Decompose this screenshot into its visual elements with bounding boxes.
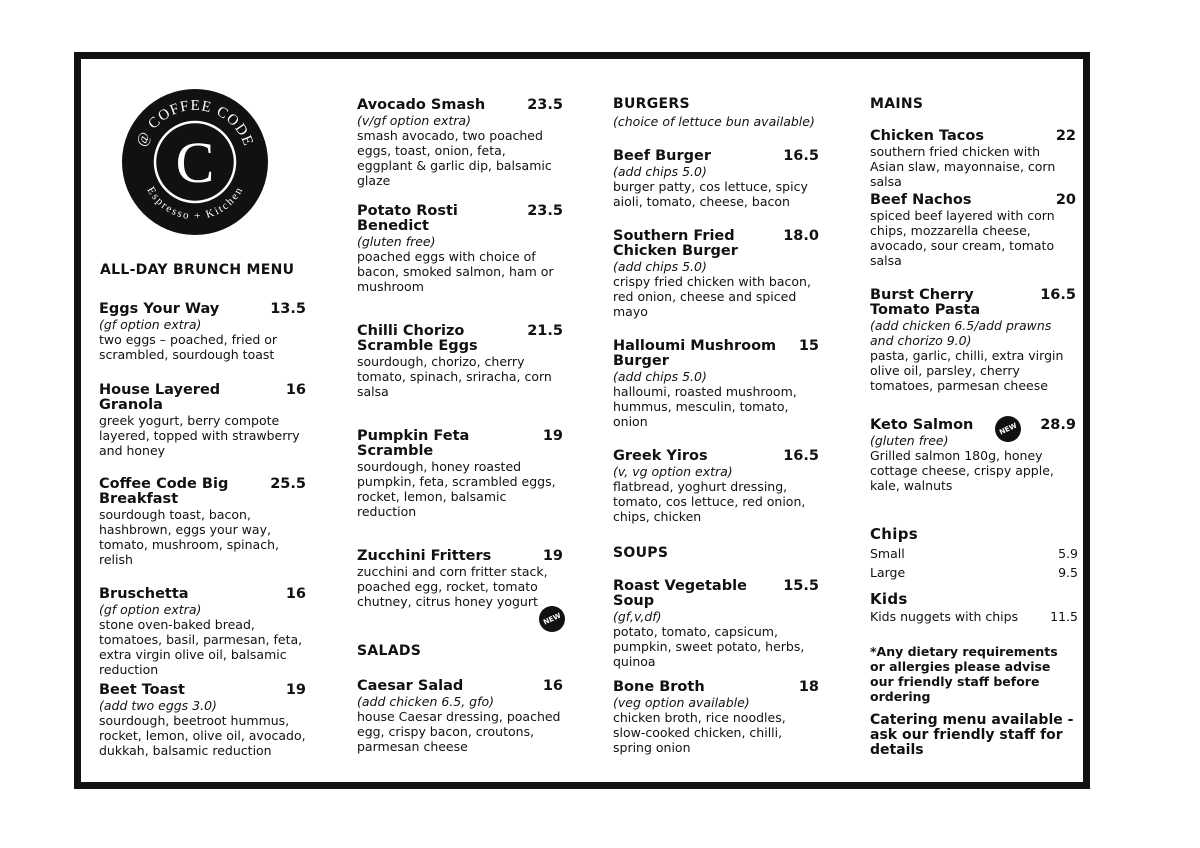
menu-item xyxy=(99,477,306,567)
item-note: (gluten free) xyxy=(357,234,436,249)
menu-item xyxy=(357,429,563,519)
menu-item xyxy=(613,149,819,209)
item-desc: sourdough, honey roasted pumpkin, feta, scrambled eggs, rocket, lemon, balsamic reduction xyxy=(357,459,556,519)
item-price: 16 xyxy=(542,678,563,694)
menu-item xyxy=(870,193,1076,268)
item-price: 23.5 xyxy=(527,203,563,219)
menu-item xyxy=(613,229,819,319)
item-price: 23.5 xyxy=(527,97,563,113)
menu-item xyxy=(613,449,819,524)
item-price: 22 xyxy=(1055,128,1076,144)
item-desc: house Caesar dressing, poached egg, crispy bacon, croutons, parmesan cheese xyxy=(357,709,561,754)
item-name: Bruschetta xyxy=(99,586,189,602)
item-note: (v, vg option extra) xyxy=(613,464,733,479)
new-badge-icon: NEW xyxy=(995,416,1021,442)
item-price: 18 xyxy=(798,679,819,695)
menu-item xyxy=(357,324,563,399)
item-note: (v/gf option extra) xyxy=(357,113,471,128)
chips-heading: Chips xyxy=(870,525,918,543)
item-price: 16.5 xyxy=(1040,287,1076,303)
item-price: 28.9 xyxy=(1040,417,1076,433)
item-desc: halloumi, roasted mushroom, hummus, mesculin, tomato, onion xyxy=(613,384,797,429)
menu-item xyxy=(357,679,563,754)
item-name: Chilli Chorizo Scramble Eggs xyxy=(357,323,478,354)
row-price: 9.5 xyxy=(1058,565,1078,580)
row-price: 11.5 xyxy=(1050,609,1078,624)
item-desc: pasta, garlic, chilli, extra virgin olive oil, parsley, cherry tomatoes, parmesan cheese xyxy=(870,348,1064,393)
item-desc: Grilled salmon 180g, honey cottage cheese, crispy apple, kale, walnuts xyxy=(870,448,1054,493)
menu-title: ALL-DAY BRUNCH MENU xyxy=(100,262,295,278)
item-desc: spiced beef layered with corn chips, mozzarella cheese, avocado, sour cream, tomato salsa xyxy=(870,208,1055,268)
item-name: Zucchini Fritters xyxy=(357,548,492,564)
item-price: 19 xyxy=(542,548,563,564)
menu-item xyxy=(357,549,563,609)
item-desc: sourdough toast, bacon, hashbrown, eggs your way, tomato, mushroom, spinach, relish xyxy=(99,507,279,567)
item-desc: chicken broth, rice noodles, slow-cooked chicken, chilli, spring onion xyxy=(613,710,786,755)
new-badge-icon: NEW xyxy=(539,606,565,632)
item-name: Beef Nachos xyxy=(870,192,972,208)
item-note: (add chips 5.0) xyxy=(613,369,707,384)
item-price: 25.5 xyxy=(270,476,306,492)
item-price: 15.5 xyxy=(783,578,819,594)
item-price: 19 xyxy=(285,682,306,698)
item-note: (add chicken 6.5/add prawns and chorizo 9.0) xyxy=(870,318,1052,348)
item-desc: crispy fried chicken with bacon, red onion, cheese and spiced mayo xyxy=(613,274,811,319)
item-desc: sourdough, beetroot hummus, rocket, lemon, olive oil, avocado, dukkah, balsamic reduction xyxy=(99,713,306,758)
item-name: Southern Fried Chicken Burger xyxy=(613,228,738,259)
catering-note: Catering menu available - ask our friendly staff for details xyxy=(870,712,1074,758)
item-name: Coffee Code Big Breakfast xyxy=(99,476,229,507)
item-name: Halloumi Mushroom Burger xyxy=(613,338,777,369)
item-note: (gluten free) xyxy=(870,433,949,448)
item-desc: burger patty, cos lettuce, spicy aioli, tomato, cheese, bacon xyxy=(613,179,808,209)
chips-row xyxy=(870,565,1078,580)
item-desc: greek yogurt, berry compote layered, topped with strawberry and honey xyxy=(99,413,300,458)
item-name: Chicken Tacos xyxy=(870,128,984,144)
item-name: Caesar Salad xyxy=(357,678,464,694)
row-label: Large xyxy=(870,565,906,580)
item-price: 16 xyxy=(285,382,306,398)
item-price: 13.5 xyxy=(270,301,306,317)
burgers-note: (choice of lettuce bun available) xyxy=(613,114,815,129)
item-note: (add chicken 6.5, gfo) xyxy=(357,694,495,709)
item-name: Beet Toast xyxy=(99,682,185,698)
item-price: 20 xyxy=(1055,192,1076,208)
item-name: Burst Cherry Tomato Pasta xyxy=(870,287,981,318)
item-note: (add chips 5.0) xyxy=(613,164,707,179)
item-price: 16.5 xyxy=(783,448,819,464)
kids-heading: Kids xyxy=(870,590,908,608)
item-name: Avocado Smash xyxy=(357,97,486,113)
item-note: (gf option extra) xyxy=(99,317,202,332)
burgers-heading: BURGERS xyxy=(613,96,690,112)
coffee-code-logo xyxy=(121,81,269,243)
item-name: House Layered Granola xyxy=(99,382,221,413)
item-note: (veg option available) xyxy=(613,695,750,710)
menu-item xyxy=(99,302,306,362)
item-desc: southern fried chicken with Asian slaw, mayonnaise, corn salsa xyxy=(870,144,1056,189)
item-desc: potato, tomato, capsicum, pumpkin, sweet potato, herbs, quinoa xyxy=(613,624,805,669)
item-price: 18.0 xyxy=(783,228,819,244)
logo-bottom-text: Espresso + Kitchen xyxy=(144,184,246,223)
item-note: (gf option extra) xyxy=(99,602,202,617)
menu-item xyxy=(870,418,1076,493)
item-name: Beef Burger xyxy=(613,148,711,164)
menu-item xyxy=(613,339,819,429)
item-desc: zucchini and corn fritter stack, poached egg, rocket, tomato chutney, citrus honey yogurt xyxy=(357,564,548,609)
item-name: Roast Vegetable Soup xyxy=(613,578,747,609)
item-price: 21.5 xyxy=(527,323,563,339)
kids-row xyxy=(870,609,1078,624)
menu-item xyxy=(99,683,306,758)
menu-item xyxy=(613,680,819,755)
item-name: Greek Yiros xyxy=(613,448,708,464)
row-price: 5.9 xyxy=(1058,546,1078,561)
item-desc: stone oven-baked bread, tomatoes, basil, parmesan, feta, extra virgin olive oil, balsamic reduction xyxy=(99,617,303,677)
item-price: 15 xyxy=(798,338,819,354)
menu-item xyxy=(357,204,563,294)
item-desc: sourdough, chorizo, cherry tomato, spinach, sriracha, corn salsa xyxy=(357,354,552,399)
item-note: (add chips 5.0) xyxy=(613,259,707,274)
item-desc: two eggs – poached, fried or scrambled, sourdough toast xyxy=(99,332,278,362)
menu-item xyxy=(870,129,1076,189)
menu-item xyxy=(870,288,1076,393)
row-label: Small xyxy=(870,546,905,561)
item-name: Eggs Your Way xyxy=(99,301,220,317)
item-price: 19 xyxy=(542,428,563,444)
row-label: Kids nuggets with chips xyxy=(870,609,1019,624)
item-desc: flatbread, yoghurt dressing, tomato, cos lettuce, red onion, chips, chicken xyxy=(613,479,806,524)
item-name: Potato Rosti Benedict xyxy=(357,203,458,234)
item-price: 16.5 xyxy=(783,148,819,164)
dietary-note: *Any dietary requirements or allergies please advise our friendly staff before ordering xyxy=(870,644,1058,704)
item-note: (gf,v,df) xyxy=(613,609,662,624)
item-name: Pumpkin Feta Scramble xyxy=(357,428,470,459)
menu-item xyxy=(357,98,563,188)
menu-item xyxy=(613,579,819,669)
logo-letter: C xyxy=(175,130,215,195)
item-desc: poached eggs with choice of bacon, smoked salmon, ham or mushroom xyxy=(357,249,554,294)
mains-heading: MAINS xyxy=(870,96,924,112)
item-name: Bone Broth xyxy=(613,679,705,695)
item-desc: smash avocado, two poached eggs, toast, onion, feta, eggplant & garlic dip, balsamic glaze xyxy=(357,128,552,188)
item-note: (add two eggs 3.0) xyxy=(99,698,217,713)
salads-heading: SALADS xyxy=(357,643,422,659)
soups-heading: SOUPS xyxy=(613,545,669,561)
item-price: 16 xyxy=(285,586,306,602)
item-name: Keto Salmon xyxy=(870,417,974,433)
chips-row xyxy=(870,546,1078,561)
menu-item xyxy=(99,383,306,458)
menu-item xyxy=(99,587,306,677)
logo-top-text: @ COFFEE CODE xyxy=(133,97,257,149)
